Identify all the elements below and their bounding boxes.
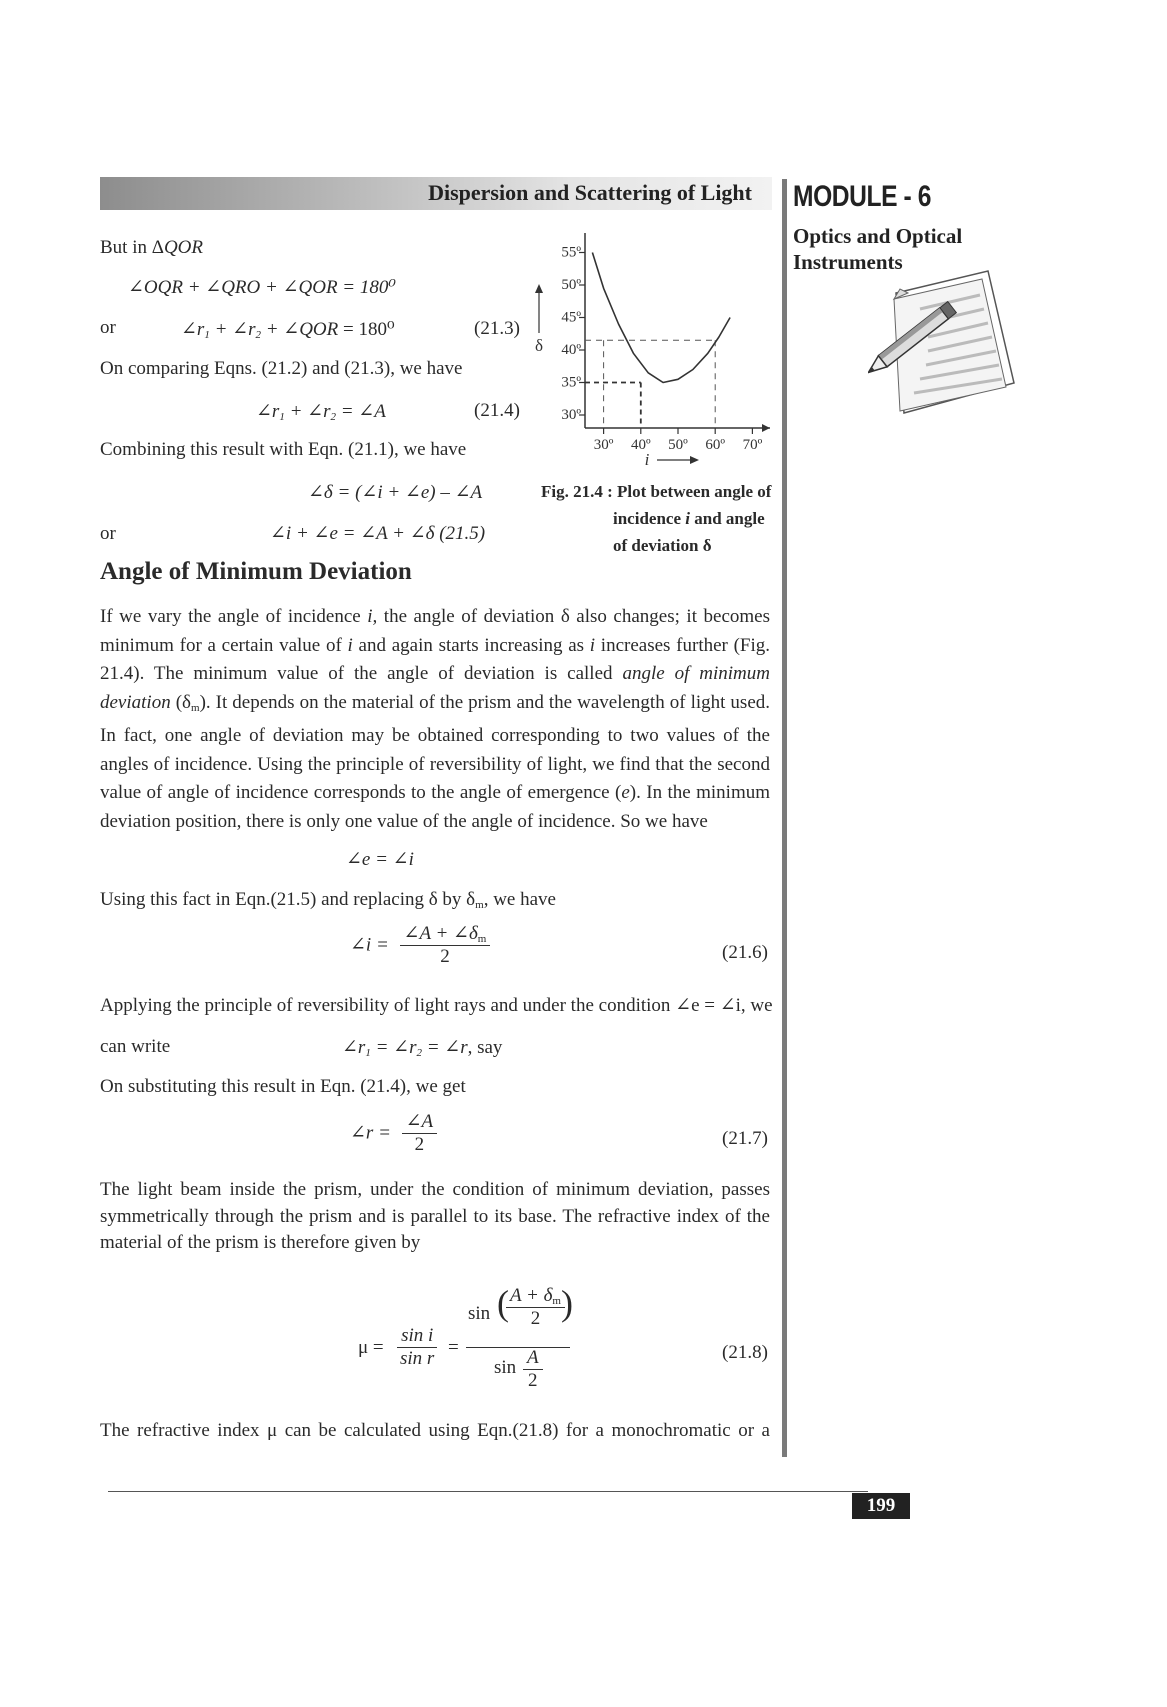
- main-fraction-bar: [466, 1347, 570, 1348]
- equation-21-7: ∠r = $\frac{\angle A}{2}$: [350, 1110, 437, 1156]
- page-number: 199: [852, 1493, 910, 1519]
- equation-label-21-4: (21.4): [474, 400, 520, 421]
- figure-caption: [541, 478, 771, 559]
- x-axis-arrow: [762, 424, 770, 432]
- equals-sign: =: [448, 1337, 459, 1358]
- y-tick-label: 55º: [561, 244, 581, 261]
- equation-e-equals-i: ∠e = ∠i: [346, 849, 414, 870]
- paragraph-minimum-deviation: If we vary the angle of incidence i, the angle of deviation δ also changes; it becomes minimum for a certain value of i and again starts increasing as i increases further (Fig. 21.4). The minimum value of the angle of deviation is called angle of minimum deviation $(\delta_m)$. It depends on the material of the prism and the wavelength of light used. In fact, one angle of deviation may be obtained corresponding to two values of the angles of incidence. Using the principle of reversibility of light, we find that the second value of angle of incidence corresponds to the angle of emergence (e). In the minimum deviation position, there is only one value of the angle of incidence. So we have: [100, 606, 771, 832]
- or-label-2: or: [100, 523, 116, 544]
- mu-symbol: μ =: [358, 1337, 384, 1358]
- y-tick-label: 50º: [561, 277, 581, 293]
- equation-label-21-7: (21.7): [722, 1128, 768, 1149]
- x-label-arrowhead: [690, 456, 699, 464]
- figure-caption-line2: incidence i and angle: [613, 509, 765, 528]
- footer-rule: [108, 1491, 868, 1492]
- header-bar: [100, 177, 772, 210]
- figure-caption-line3: of deviation δ: [613, 536, 712, 555]
- equation-21-3: $\angle r_1$ + $\angle r_2$ + ∠QOR = 180⁰: [181, 319, 395, 341]
- last-line-text: The refractive index μ can be calculated using Eqn.(21.8) for a monochromatic or a: [100, 1420, 770, 1441]
- half-angle: $\frac{A}{2}$: [523, 1347, 543, 1392]
- y-tick-label: 35º: [561, 374, 581, 391]
- section-heading: Angle of Minimum Deviation: [100, 558, 412, 585]
- module-title: MODULE - 6: [793, 180, 932, 213]
- y-axis-label: δ: [534, 336, 544, 355]
- half-angle-sum: $\frac{A + \delta_m}{2}$: [506, 1285, 565, 1330]
- x-tick-label: 60º: [705, 437, 726, 453]
- margin-rule: [782, 179, 787, 1457]
- but-in-text: But in ΔQOR: [100, 237, 204, 258]
- module-subtitle-line1: Optics and Optical: [793, 224, 963, 248]
- x-axis-label: i: [644, 450, 650, 469]
- equation-21-4: $\angle r_1$ + $\angle r_2$ = ∠A: [256, 401, 386, 423]
- equation-21-8: μ = $\frac{\text{sin i}}{\text{sin r}}$ = sin ( $\frac{A + \delta_m}{2}$ ) sin $\frac{A}{2}$: [358, 1283, 573, 1391]
- equation-label-21-3: (21.3): [474, 318, 520, 339]
- comparing-text: On comparing Eqns. (21.2) and (21.3), we have: [100, 358, 463, 379]
- x-tick-label: 40º: [630, 437, 651, 453]
- deviation-curve: [592, 253, 730, 383]
- figure-caption-line1: Fig. 21.4 : Plot between angle of: [541, 482, 772, 501]
- combining-text: Combining this result with Eqn. (21.1), we have: [100, 439, 467, 460]
- equation-label-21-6: (21.6): [722, 942, 768, 963]
- module-subtitle-line2: Instruments: [793, 250, 903, 274]
- x-tick-label: 50º: [668, 437, 688, 453]
- notepad-pencil-icon: [868, 265, 1018, 415]
- equation-r-say: $\angle r_1$ = $\angle r_2$ = ∠r, say: [342, 1037, 503, 1059]
- using-fact-text: Using this fact in Eqn.(21.5) and replacing δ by $\delta_m$, we have: [100, 889, 556, 911]
- chapter-title: Dispersion and Scattering of Light: [428, 180, 752, 205]
- y-tick-label: 40º: [561, 342, 581, 358]
- sin-bottom: sin: [494, 1357, 517, 1378]
- x-tick-label: 30º: [593, 437, 614, 453]
- can-write-text: can write: [100, 1036, 171, 1057]
- x-tick-label: 70º: [742, 437, 763, 453]
- deviation-plot: [525, 228, 780, 478]
- applying-text: Applying the principle of reversibility of light rays and under the condition ∠e = ∠i, we: [100, 995, 773, 1016]
- paragraph-refractive-index: The light beam inside the prism, under the condition of minimum deviation, passes symmetrically through the prism and is parallel to its base. The refractive index of the material of the prism is therefore given by: [100, 1179, 770, 1253]
- equation-angles-sum: ∠OQR + ∠QRO + ∠QOR = 180⁰: [128, 277, 396, 298]
- equation-delta: ∠δ = (∠i + ∠e) – ∠A: [308, 482, 483, 503]
- substituting-text: On substituting this result in Eqn. (21.4), we get: [100, 1076, 466, 1097]
- or-label-1: or: [100, 317, 116, 338]
- equation-21-6: ∠i = $\frac{\angle A + \angle\delta_m}{2}$: [350, 922, 490, 968]
- y-label-arrowhead: [535, 284, 543, 293]
- y-tick-label: 45º: [561, 309, 581, 326]
- sin-top: sin: [468, 1303, 491, 1324]
- y-tick-label: 30º: [561, 407, 581, 423]
- equation-label-21-8: (21.8): [722, 1342, 768, 1363]
- equation-21-5: ∠i + ∠e = ∠A + ∠δ (21.5): [270, 523, 486, 544]
- sin-ratio: $\frac{\text{sin i}}{\text{sin r}}$: [396, 1325, 438, 1370]
